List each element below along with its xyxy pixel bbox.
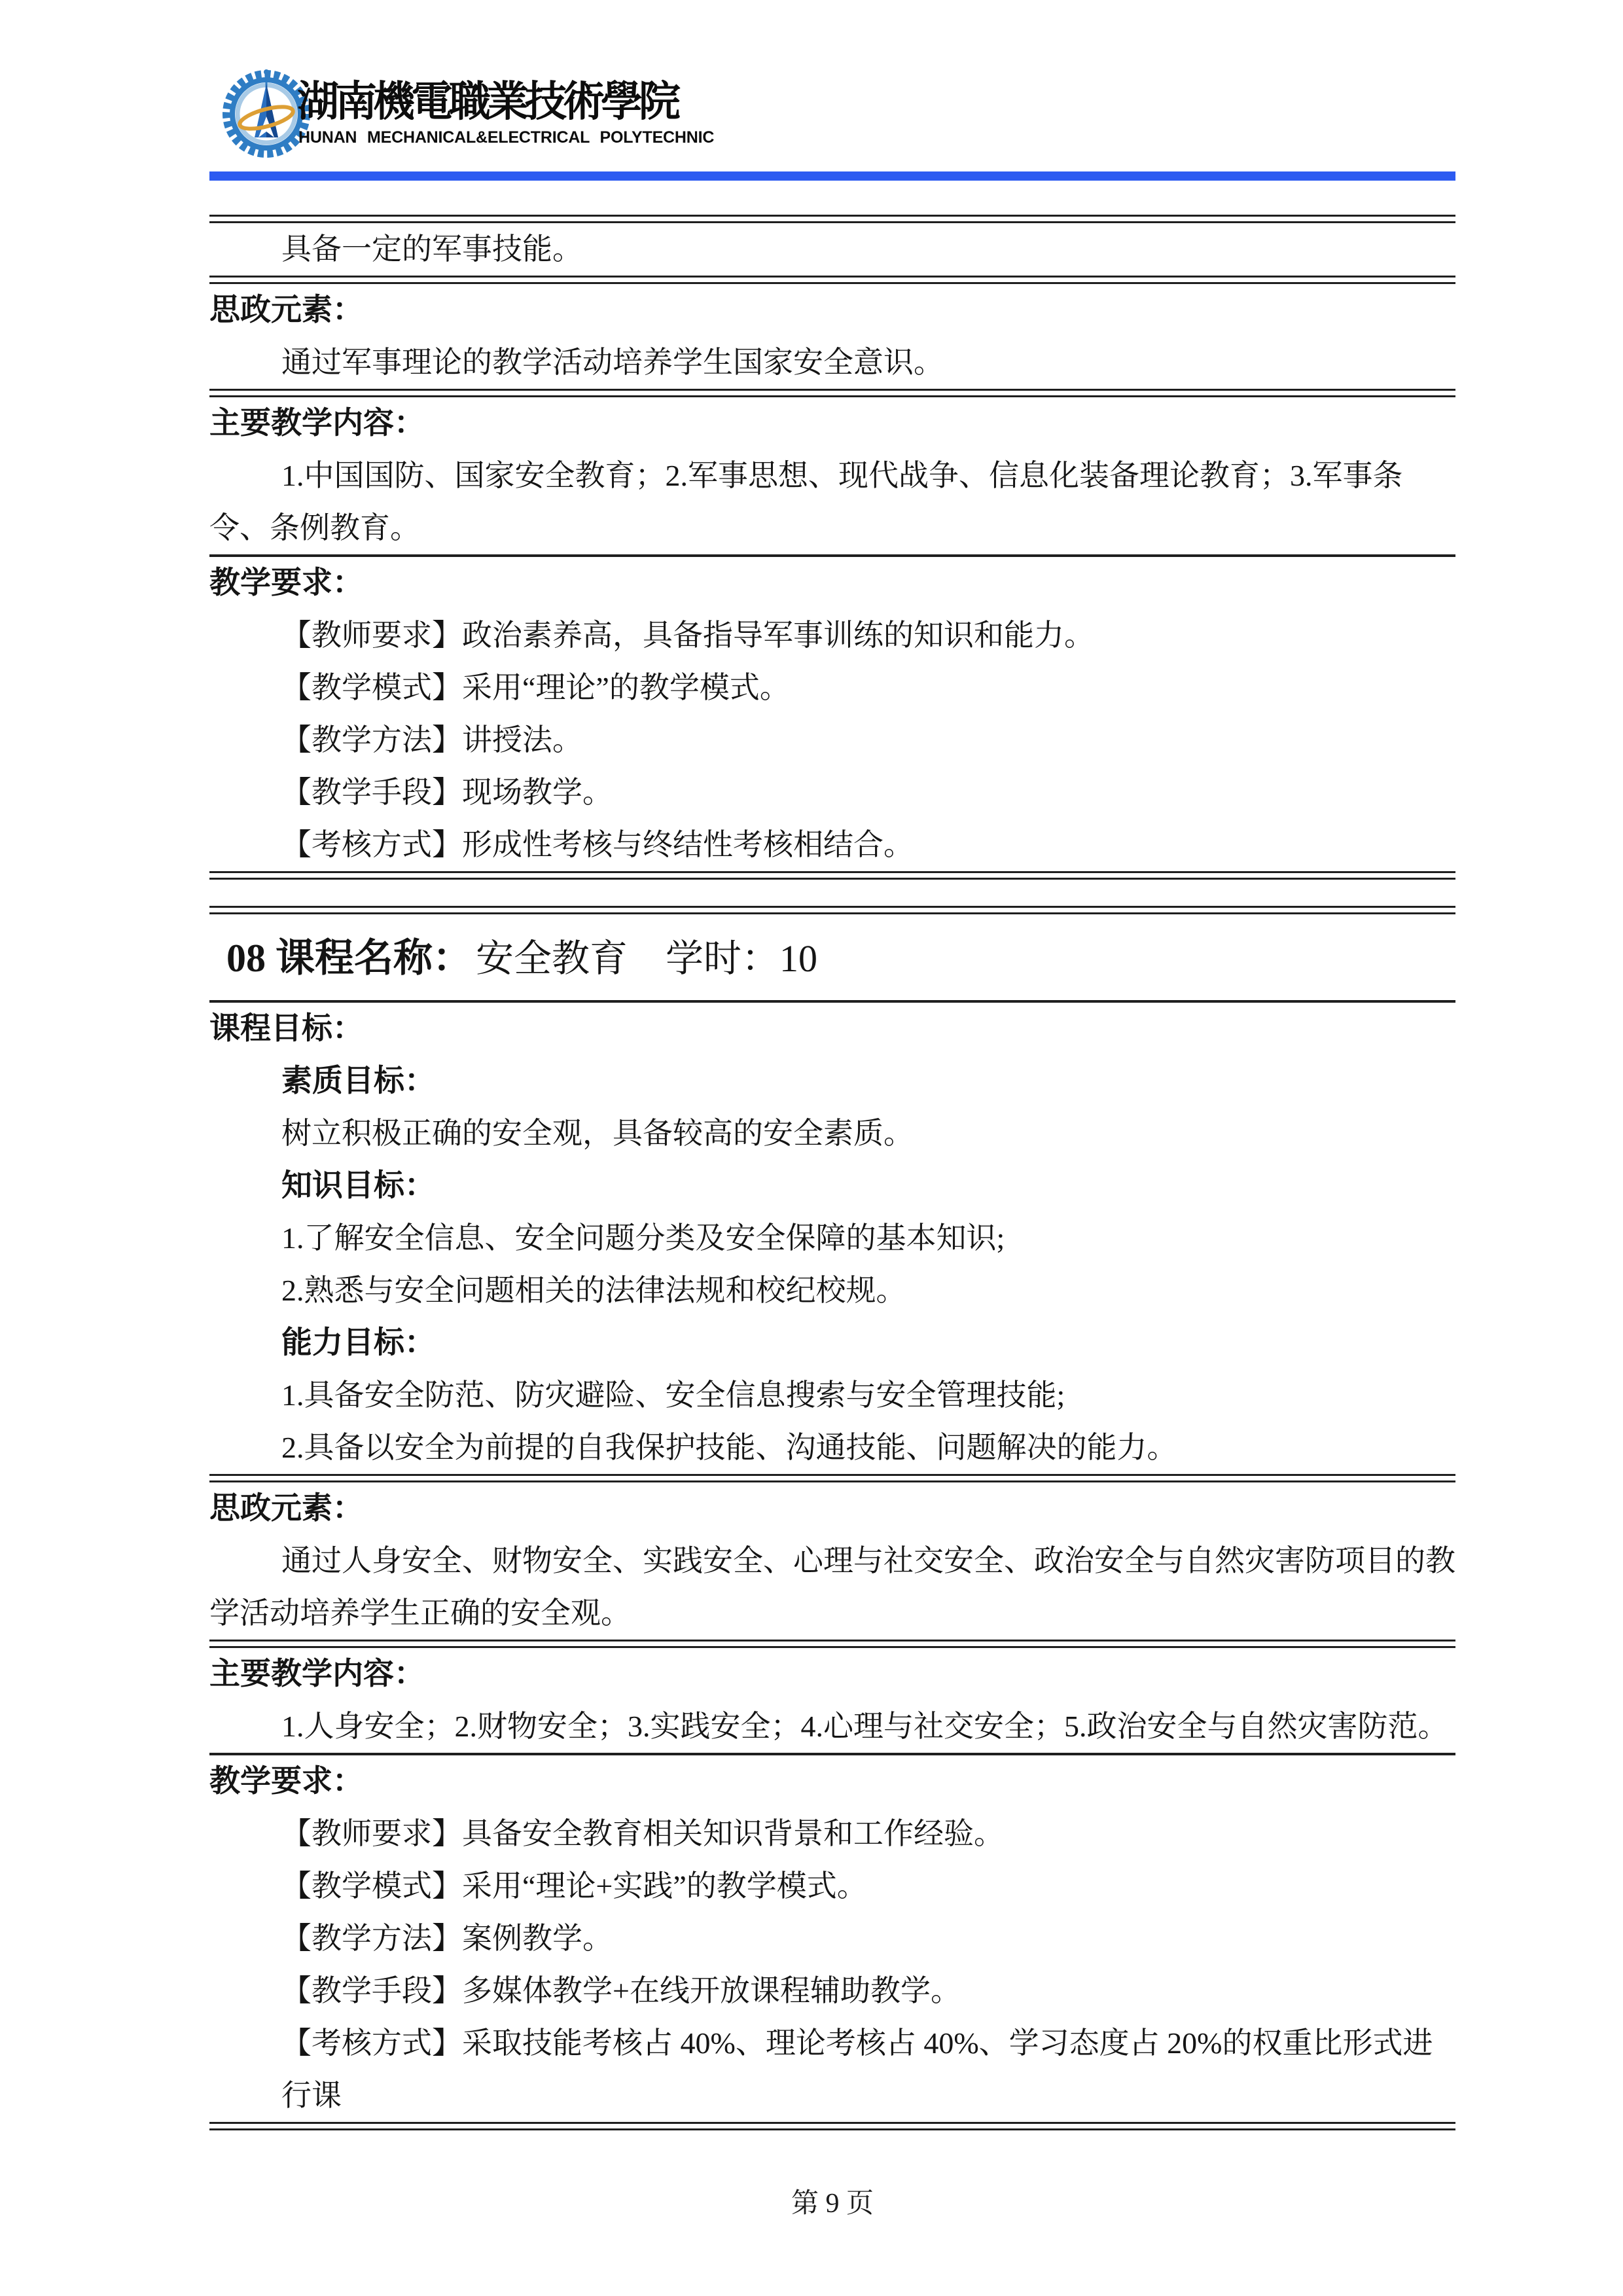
course08-ideology-text: 通过人身安全、财物安全、实践安全、心理与社交安全、政治安全与自然灾害防项目的教学活动培养学生正确的安全观。 [209,1544,1455,1630]
header-accent-rule [209,171,1455,181]
course07-ideology-text: 通过军事理论的教学活动培养学生国家安全意识。 [281,346,944,379]
course08-ability-item: 2.具备以安全为前提的自我保护技能、沟通技能、问题解决的能力。 [281,1431,1177,1464]
course08-quality-heading: 素质目标： [281,1064,435,1098]
separator-double [209,871,1455,880]
course07-section [209,215,1455,880]
page-number: 第 9 页 [791,2189,874,2219]
course08-quality-text: 树立积极正确的安全观，具备较高的安全素质。 [281,1117,914,1150]
course08-ideology-heading: 思政元素： [209,1492,363,1526]
course08-content-text: 1.人身安全；2.财物安全；3.实践安全；4.心理与社交安全；5.政治安全与自然灾害防范。 [281,1710,1448,1743]
course08-requirement-assessment: 【考核方式】采取技能考核占 40%、理论考核占 40%、学习态度占 20%的权重比形式进行课 [281,2026,1433,2112]
separator-double [209,389,1455,397]
course07-skill-goal: 具备一定的军事技能。 [281,232,582,266]
separator-double [209,2122,1455,2130]
course07-requirement-teacher: 【教师要求】政治素养高，具备指导军事训练的知识和能力。 [281,619,1094,652]
school-name-chinese: 湖南機電職業技術學院 [297,79,677,125]
course08-title-label: 08 课程名称： [226,937,472,980]
course08-requirement-method: 【教学方法】案例教学。 [281,1922,613,1955]
course07-requirement-method: 【教学方法】讲授法。 [281,723,582,757]
course08-knowledge-item: 2.熟悉与安全问题相关的法律法规和校纪校规。 [281,1274,906,1307]
course07-requirement-means: 【教学手段】现场教学。 [281,776,613,809]
course07-content-heading: 主要教学内容： [209,406,425,440]
course08-objective-heading: 课程目标： [209,1012,363,1046]
spacer [209,181,1455,215]
separator-double [209,276,1455,284]
course08-ability-heading: 能力目标： [281,1326,435,1360]
page-header [209,0,1455,181]
course08-knowledge-heading: 知识目标： [281,1169,435,1203]
course08-title [209,914,1455,1000]
separator-double [209,1474,1455,1482]
spacer [209,880,1455,906]
course08-section [209,906,1455,2130]
course08-requirement-mode: 【教学模式】采用“理论+实践”的教学模式。 [281,1869,867,1903]
course08-content-heading: 主要教学内容： [209,1657,425,1691]
school-name-english: HUNAN MECHANICAL&ELECTRICAL POLYTECHNIC [298,128,715,147]
course08-knowledge-item: 1.了解安全信息、安全问题分类及安全保障的基本知识; [281,1221,1005,1255]
course08-requirement-means: 【教学手段】多媒体教学+在线开放课程辅助教学。 [281,1974,961,2007]
course08-ability-item: 1.具备安全防范、防灾避险、安全信息搜索与安全管理技能; [281,1378,1065,1412]
course08-title-hours: 学时：10 [666,937,818,980]
separator-double [209,215,1455,223]
course07-ideology-heading: 思政元素： [209,293,363,327]
course07-requirement-mode: 【教学模式】采用“理论”的教学模式。 [281,671,790,704]
separator-double [209,1640,1455,1648]
course07-requirement-assessment: 【考核方式】形成性考核与终结性考核相结合。 [281,828,914,861]
separator-double [209,906,1455,914]
course07-requirement-heading: 教学要求： [209,566,363,600]
course08-title-name: 安全教育 [476,937,628,980]
course07-content-text: 1.中国国防、国家安全教育；2.军事思想、现代战争、信息化装备理论教育；3.军事条令、条例教育。 [209,459,1403,545]
course08-requirement-heading: 教学要求： [209,1765,363,1799]
course08-requirement-teacher: 【教师要求】具备安全教育相关知识背景和工作经验。 [281,1817,1004,1850]
